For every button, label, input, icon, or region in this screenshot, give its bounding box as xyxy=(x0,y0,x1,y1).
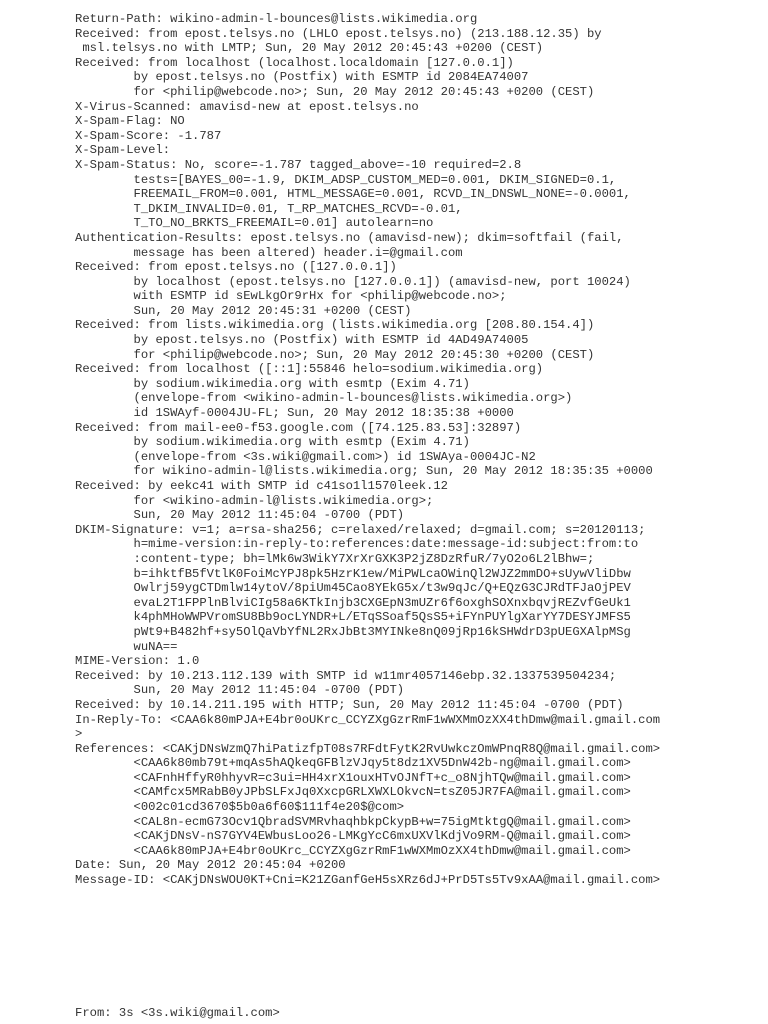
header-line: :content-type; bh=lMk6w3WikY7XrXrGXK3P2jZ8DzRfuR/7yO2o6L2lBhw=; xyxy=(75,551,595,566)
header-line: <CAL8n-ecmG73Ocv1QbradSVMRvhaqhbkpCkypB+w=75igMtktgQ@mail.gmail.com> xyxy=(75,814,631,829)
header-line: X-Spam-Level: xyxy=(75,143,171,158)
header-line: <CAFnhHffyR0hhyvR=c3ui=HH4xrX1ouxHTvOJNfT+c_o8NjhTQw@mail.gmail.com> xyxy=(75,770,631,785)
header-line: for <philip@webcode.no>; Sun, 20 May 2012 20:45:43 +0200 (CEST) xyxy=(75,84,595,99)
header-line: by sodium.wikimedia.org with esmtp (Exim 4.71) xyxy=(75,376,470,391)
header-line: for <wikino-admin-l@lists.wikimedia.org>; xyxy=(75,493,434,508)
header-line: Received: from localhost (localhost.localdomain [127.0.0.1]) xyxy=(75,55,514,70)
header-line: b=ihktfB5fVtlK0FoiMcYPJ8pk5HzrK1ew/MiPWLcaOWinQl2WJZ2mmDO+sUywVliDbw xyxy=(75,566,631,581)
header-line: id 1SWAyf-0004JU-FL; Sun, 20 May 2012 18:35:38 +0000 xyxy=(75,406,514,421)
header-line: FREEMAIL_FROM=0.001, HTML_MESSAGE=0.001, RCVD_IN_DNSWL_NONE=-0.0001, xyxy=(75,187,631,202)
header-line: k4phMHoWWPVromSU8Bb9ocLYNDR+L/ETqSSoaf5QsS5+iFYnPUYlgXarYY7DESYJMFS5 xyxy=(75,610,631,625)
header-line: by epost.telsys.no (Postfix) with ESMTP id 4AD49A74005 xyxy=(75,333,529,348)
header-line: evaL2T1FPPlnBlviCIg58a6KTkInjb3CXGEpN3mUZr6f6oxghSOXnxbqvjREZvfGeUk1 xyxy=(75,595,631,610)
header-line: tests=[BAYES_00=-1.9, DKIM_ADSP_CUSTOM_MED=0.001, DKIM_SIGNED=0.1, xyxy=(75,172,617,187)
header-line: Received: by 10.14.211.195 with HTTP; Sun, 20 May 2012 11:45:04 -0700 (PDT) xyxy=(75,697,624,712)
header-line: X-Virus-Scanned: amavisd-new at epost.telsys.no xyxy=(75,99,419,114)
header-line: T_TO_NO_BRKTS_FREEMAIL=0.01] autolearn=no xyxy=(75,216,434,231)
header-line: MIME-Version: 1.0 xyxy=(75,654,200,669)
header-line: DKIM-Signature: v=1; a=rsa-sha256; c=relaxed/relaxed; d=gmail.com; s=20120113; xyxy=(75,522,646,537)
header-line: message has been altered) header.i=@gmail.com xyxy=(75,245,463,260)
header-line: wuNA== xyxy=(75,639,178,654)
header-line: Received: from localhost ([::1]:55846 helo=sodium.wikimedia.org) xyxy=(75,362,544,377)
header-line: <CAA6k80mPJA+E4br0oUKrc_CCYZXgGzrRmF1wWXMmOzXX4thDmw@mail.gmail.com> xyxy=(75,843,631,858)
header-line: <CAA6k80mb79t+mqAs5hAQkeqGFBlzVJqy5t8dz1XV5DnW42b-ng@mail.gmail.com> xyxy=(75,756,631,771)
header-line: Date: Sun, 20 May 2012 20:45:04 +0200 xyxy=(75,858,346,873)
header-line: (envelope-from <wikino-admin-l-bounces@lists.wikimedia.org>) xyxy=(75,391,573,406)
header-line: Received: from mail-ee0-f53.google.com ([74.125.83.53]:32897) xyxy=(75,420,522,435)
header-line: Message-ID: <CAKjDNsWOU0KT+Cni=K21ZGanfGeH5sXRz6dJ+PrD5Ts5Tv9xAA@mail.gmail.com> xyxy=(75,873,661,888)
email-header-document xyxy=(75,12,765,888)
header-line: In-Reply-To: <CAA6k80mPJA+E4br0oUKrc_CCYZXgGzrRmF1wWXMmOzXX4thDmw@mail.gmail.com xyxy=(75,712,661,727)
header-line: <CAKjDNsV-nS7GYV4EWbusLoo26-LMKgYcC6mxUXVlKdjVo9RM-Q@mail.gmail.com> xyxy=(75,829,631,844)
header-line: Sun, 20 May 2012 11:45:04 -0700 (PDT) xyxy=(75,508,405,523)
header-line: Received: by 10.213.112.139 with SMTP id w11mr4057146ebp.32.1337539504234; xyxy=(75,668,617,683)
header-line: > xyxy=(75,727,83,742)
header-line: Received: from epost.telsys.no ([127.0.0.1]) xyxy=(75,260,397,275)
header-line: for wikino-admin-l@lists.wikimedia.org; Sun, 20 May 2012 18:35:35 +0000 xyxy=(75,464,653,479)
header-line: Authentication-Results: epost.telsys.no (amavisd-new); dkim=softfail (fail, xyxy=(75,230,624,245)
header-line: X-Spam-Status: No, score=-1.787 tagged_above=-10 required=2.8 xyxy=(75,157,522,172)
header-line: h=mime-version:in-reply-to:references:date:message-id:subject:from:to xyxy=(75,537,639,552)
header-line: by sodium.wikimedia.org with esmtp (Exim 4.71) xyxy=(75,435,470,450)
header-line: Received: from lists.wikimedia.org (lists.wikimedia.org [208.80.154.4]) xyxy=(75,318,595,333)
header-line: by epost.telsys.no (Postfix) with ESMTP id 2084EA74007 xyxy=(75,70,529,85)
header-line: Owlrj59ygCTDmlw14ytoV/8piUm45Cao8YEkG5x/t3w9qJc/Q+EQzG3CJRdTFJaOjPEV xyxy=(75,581,631,596)
header-line: with ESMTP id sEwLkgOr9rHx for <philip@webcode.no>; xyxy=(75,289,507,304)
header-line: by localhost (epost.telsys.no [127.0.0.1]) (amavisd-new, port 10024) xyxy=(75,274,631,289)
header-line: <002c01cd3670$5b0a6f60$111f4e20$@com> xyxy=(75,800,405,815)
header-line: Sun, 20 May 2012 11:45:04 -0700 (PDT) xyxy=(75,683,405,698)
from-header-line: From: 3s <3s.wiki@gmail.com> xyxy=(75,1006,280,1020)
header-line: (envelope-from <3s.wiki@gmail.com>) id 1SWAya-0004JC-N2 xyxy=(75,449,536,464)
header-line: Return-Path: wikino-admin-l-bounces@lists.wikimedia.org xyxy=(75,12,478,26)
header-line: Received: by eekc41 with SMTP id c41so1l1570leek.12 xyxy=(75,479,448,493)
header-line: References: <CAKjDNsWzmQ7hiPatizfpT08s7RFdtFytK2RvUwkczOmWPnqR8Q@mail.gmail.com> xyxy=(75,741,661,756)
header-line: for <philip@webcode.no>; Sun, 20 May 2012 20:45:30 +0200 (CEST) xyxy=(75,347,595,362)
header-line: msl.telsys.no with LMTP; Sun, 20 May 2012 20:45:43 +0200 (CEST) xyxy=(75,41,544,56)
header-line: X-Spam-Score: -1.787 xyxy=(75,128,222,143)
header-line: <CAMfcx5MRabB0yJPbSLFxJq0XxcpGRLXWXLOkvcN=tsZ05JR7FA@mail.gmail.com> xyxy=(75,785,631,800)
header-line: pWt9+B482hf+sy5OlQaVbYfNL2RxJbBt3MYINke8nQ09jRp16kSHWdrD3pUEGXAlpMSg xyxy=(75,624,631,639)
header-line: T_DKIM_INVALID=0.01, T_RP_MATCHES_RCVD=-0.01, xyxy=(75,201,463,216)
header-line: Received: from epost.telsys.no (LHLO epost.telsys.no) (213.188.12.35) by xyxy=(75,26,602,41)
raw-email-headers xyxy=(75,12,765,888)
header-line: X-Spam-Flag: NO xyxy=(75,114,185,129)
header-line: Sun, 20 May 2012 20:45:31 +0200 (CEST) xyxy=(75,303,412,318)
